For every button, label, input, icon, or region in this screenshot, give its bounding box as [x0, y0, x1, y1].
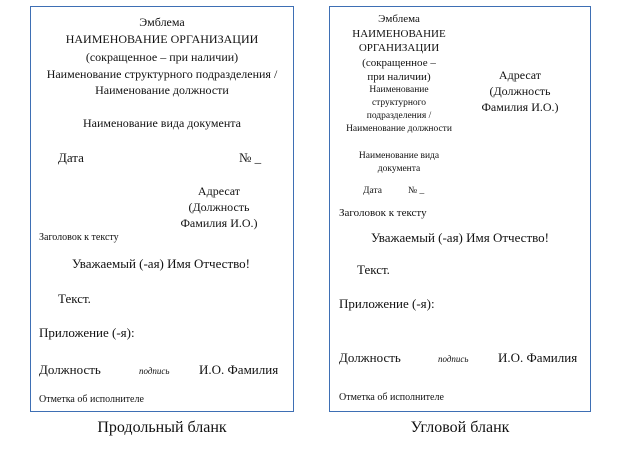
longitudinal-caption: Продольный бланк: [97, 419, 227, 436]
date-field: Дата: [363, 186, 382, 196]
body-text: Текст.: [58, 291, 91, 306]
text-heading: Заголовок к тексту: [39, 232, 119, 243]
structural-unit: Наименование структурного подразделения /: [46, 67, 278, 81]
corner-caption: Угловой бланк: [410, 419, 510, 436]
executor-note: Отметка об исполнителе: [339, 392, 444, 403]
signer-name: И.О. Фамилия: [498, 350, 578, 365]
organization-short-line2: при наличии): [367, 71, 431, 83]
number-field: № _: [239, 150, 262, 165]
signature: подпись: [438, 354, 469, 364]
corner-letterhead: [329, 6, 591, 412]
emblem: Эмблема: [378, 13, 420, 25]
organization-name-line2: ОРГАНИЗАЦИИ: [358, 42, 440, 54]
addressee: Адресат: [197, 184, 241, 198]
position-name: Наименование должности: [346, 124, 452, 134]
addressee-name: Фамилия И.О.): [481, 100, 559, 114]
addressee-position: (Должность: [188, 200, 250, 214]
attachment: Приложение (-я):: [339, 296, 435, 311]
longitudinal-letterhead: [30, 6, 294, 412]
structural-unit-line3: подразделения /: [366, 111, 432, 121]
greeting: Уважаемый (-ая) Имя Отчество!: [370, 230, 550, 245]
document-type: Наименование вида документа: [83, 116, 241, 130]
document-type-line2: документа: [377, 164, 421, 174]
executor-note: Отметка об исполнителе: [39, 394, 144, 405]
document-type-line1: Наименование вида: [358, 151, 440, 161]
emblem: Эмблема: [139, 15, 185, 29]
addressee: Адресат: [498, 68, 542, 82]
position-name: Наименование должности: [95, 83, 229, 97]
organization-name-line1: НАИМЕНОВАНИЕ: [352, 28, 446, 40]
text-heading: Заголовок к тексту: [339, 207, 427, 219]
addressee-name: Фамилия И.О.): [180, 216, 258, 230]
structural-unit-line2: структурного: [371, 98, 427, 108]
signer-position: Должность: [339, 350, 401, 365]
signature: подпись: [139, 366, 170, 376]
signer-name: И.О. Фамилия: [199, 362, 279, 377]
number-field: № _: [408, 186, 425, 196]
organization-name: НАИМЕНОВАНИЕ ОРГАНИЗАЦИИ: [65, 32, 259, 46]
organization-short-line1: (сокращенное –: [362, 57, 436, 69]
date-field: Дата: [58, 150, 84, 165]
body-text: Текст.: [357, 262, 390, 277]
greeting: Уважаемый (-ая) Имя Отчество!: [71, 256, 251, 271]
attachment: Приложение (-я):: [39, 325, 135, 340]
signer-position: Должность: [39, 362, 101, 377]
structural-unit-line1: Наименование: [369, 85, 429, 95]
addressee-position: (Должность: [489, 84, 551, 98]
organization-short-name: (сокращенное – при наличии): [85, 50, 239, 64]
